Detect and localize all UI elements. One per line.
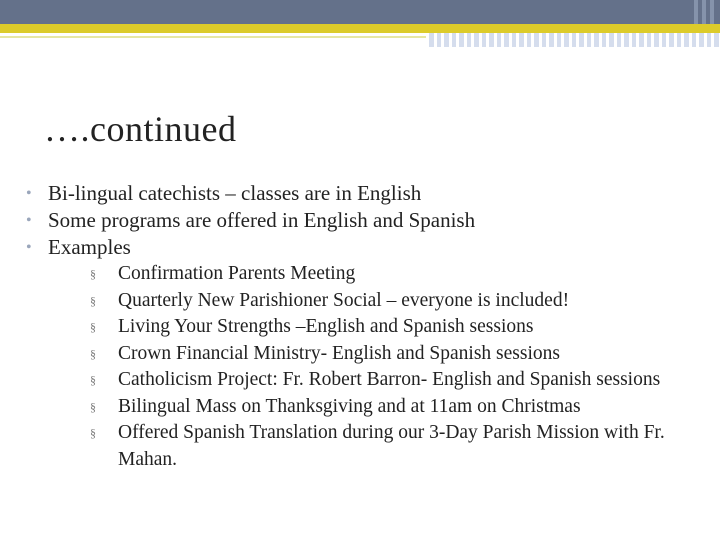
sub-bullet-item: [90, 314, 706, 341]
accent-stripe: [516, 33, 519, 47]
accent-stripe: [644, 33, 647, 47]
accent-stripe: [501, 33, 504, 47]
bullet-item: [26, 180, 706, 207]
section-mark-icon: §: [90, 426, 96, 440]
bullet-icon: •: [26, 185, 32, 202]
sub-bullet-text: Confirmation Parents Meeting: [118, 263, 356, 284]
accent-stripe: [546, 33, 549, 47]
accent-stripe: [479, 33, 482, 47]
bullet-text: Bi-lingual catechists – classes are in English: [48, 181, 422, 205]
accent-stripe: [464, 33, 467, 47]
bullet-icon: •: [26, 239, 32, 256]
bullet-icon: •: [26, 212, 32, 229]
slide-content: [26, 180, 706, 473]
slide-title: ….continued: [44, 109, 237, 149]
accent-stripe: [584, 33, 587, 47]
section-mark-icon: §: [90, 346, 96, 361]
accent-stripe: [509, 33, 512, 47]
accent-stripe: [599, 33, 602, 47]
sub-bullet-item: [90, 341, 706, 368]
accent-stripe: [441, 33, 444, 47]
bullet-item: [26, 207, 706, 234]
accent-stripe: [621, 33, 624, 47]
accent-stripe: [434, 33, 437, 47]
bullet-text: Examples: [48, 235, 131, 259]
section-mark-icon: §: [90, 399, 96, 414]
sub-bullet-text: Quarterly New Parishioner Social – everyone is included!: [118, 289, 570, 311]
bullet-text: Some programs are offered in English and Spanish: [48, 208, 476, 232]
sub-bullet-item: [90, 420, 706, 473]
accent-stripe: [449, 33, 452, 47]
accent-stripe: [651, 33, 654, 47]
accent-stripe: [614, 33, 617, 47]
accent-stripe: [426, 33, 429, 47]
sub-bullet-text: Crown Financial Ministry- English and Spanish sessions: [118, 342, 560, 364]
accent-stripe: [561, 33, 564, 47]
accent-stripe: [591, 33, 594, 47]
accent-stripe: [531, 33, 534, 47]
sub-bullet-item: [90, 288, 706, 315]
right-accent-bar: [426, 33, 720, 47]
top-band: [0, 0, 720, 24]
accent-stripe: [539, 33, 542, 47]
sub-bullet-text: Catholicism Project: Fr. Robert Barron- English and Spanish sessions: [118, 369, 661, 390]
accent-stripe: [666, 33, 669, 47]
section-mark-icon: §: [90, 373, 96, 387]
sub-bullet-text: Living Your Strengths –English and Spanish sessions: [118, 316, 534, 337]
top-decor-squares: [690, 0, 720, 24]
section-mark-icon: §: [90, 320, 96, 334]
sub-bullet-text: Bilingual Mass on Thanksgiving and at 11am on Christmas: [118, 395, 581, 417]
sub-bullet-item: [90, 394, 706, 421]
bullet-list: [26, 180, 706, 473]
accent-stripe: [576, 33, 579, 47]
accent-stripe: [674, 33, 677, 47]
accent-stripe: [456, 33, 459, 47]
accent-stripe: [486, 33, 489, 47]
accent-stripe: [696, 33, 699, 47]
accent-stripe: [554, 33, 557, 47]
accent-stripe: [629, 33, 632, 47]
accent-stripe: [711, 33, 714, 47]
sub-bullet-item: [90, 367, 706, 394]
accent-stripe: [659, 33, 662, 47]
bullet-item: [26, 234, 706, 473]
accent-stripe: [689, 33, 692, 47]
section-mark-icon: §: [90, 267, 96, 281]
accent-stripe: [524, 33, 527, 47]
section-mark-icon: §: [90, 293, 96, 308]
accent-stripe: [681, 33, 684, 47]
accent-stripe: [494, 33, 497, 47]
sub-bullet-list: [90, 261, 706, 473]
accent-stripe: [704, 33, 707, 47]
accent-stripe: [569, 33, 572, 47]
sub-bullet-item: [90, 261, 706, 288]
accent-stripe: [471, 33, 474, 47]
sub-bullet-text: Offered Spanish Translation during our 3-Day Parish Mission with Fr. Mahan.: [118, 422, 665, 470]
accent-stripe: [606, 33, 609, 47]
accent-stripe: [636, 33, 639, 47]
gold-bar: [0, 24, 720, 33]
